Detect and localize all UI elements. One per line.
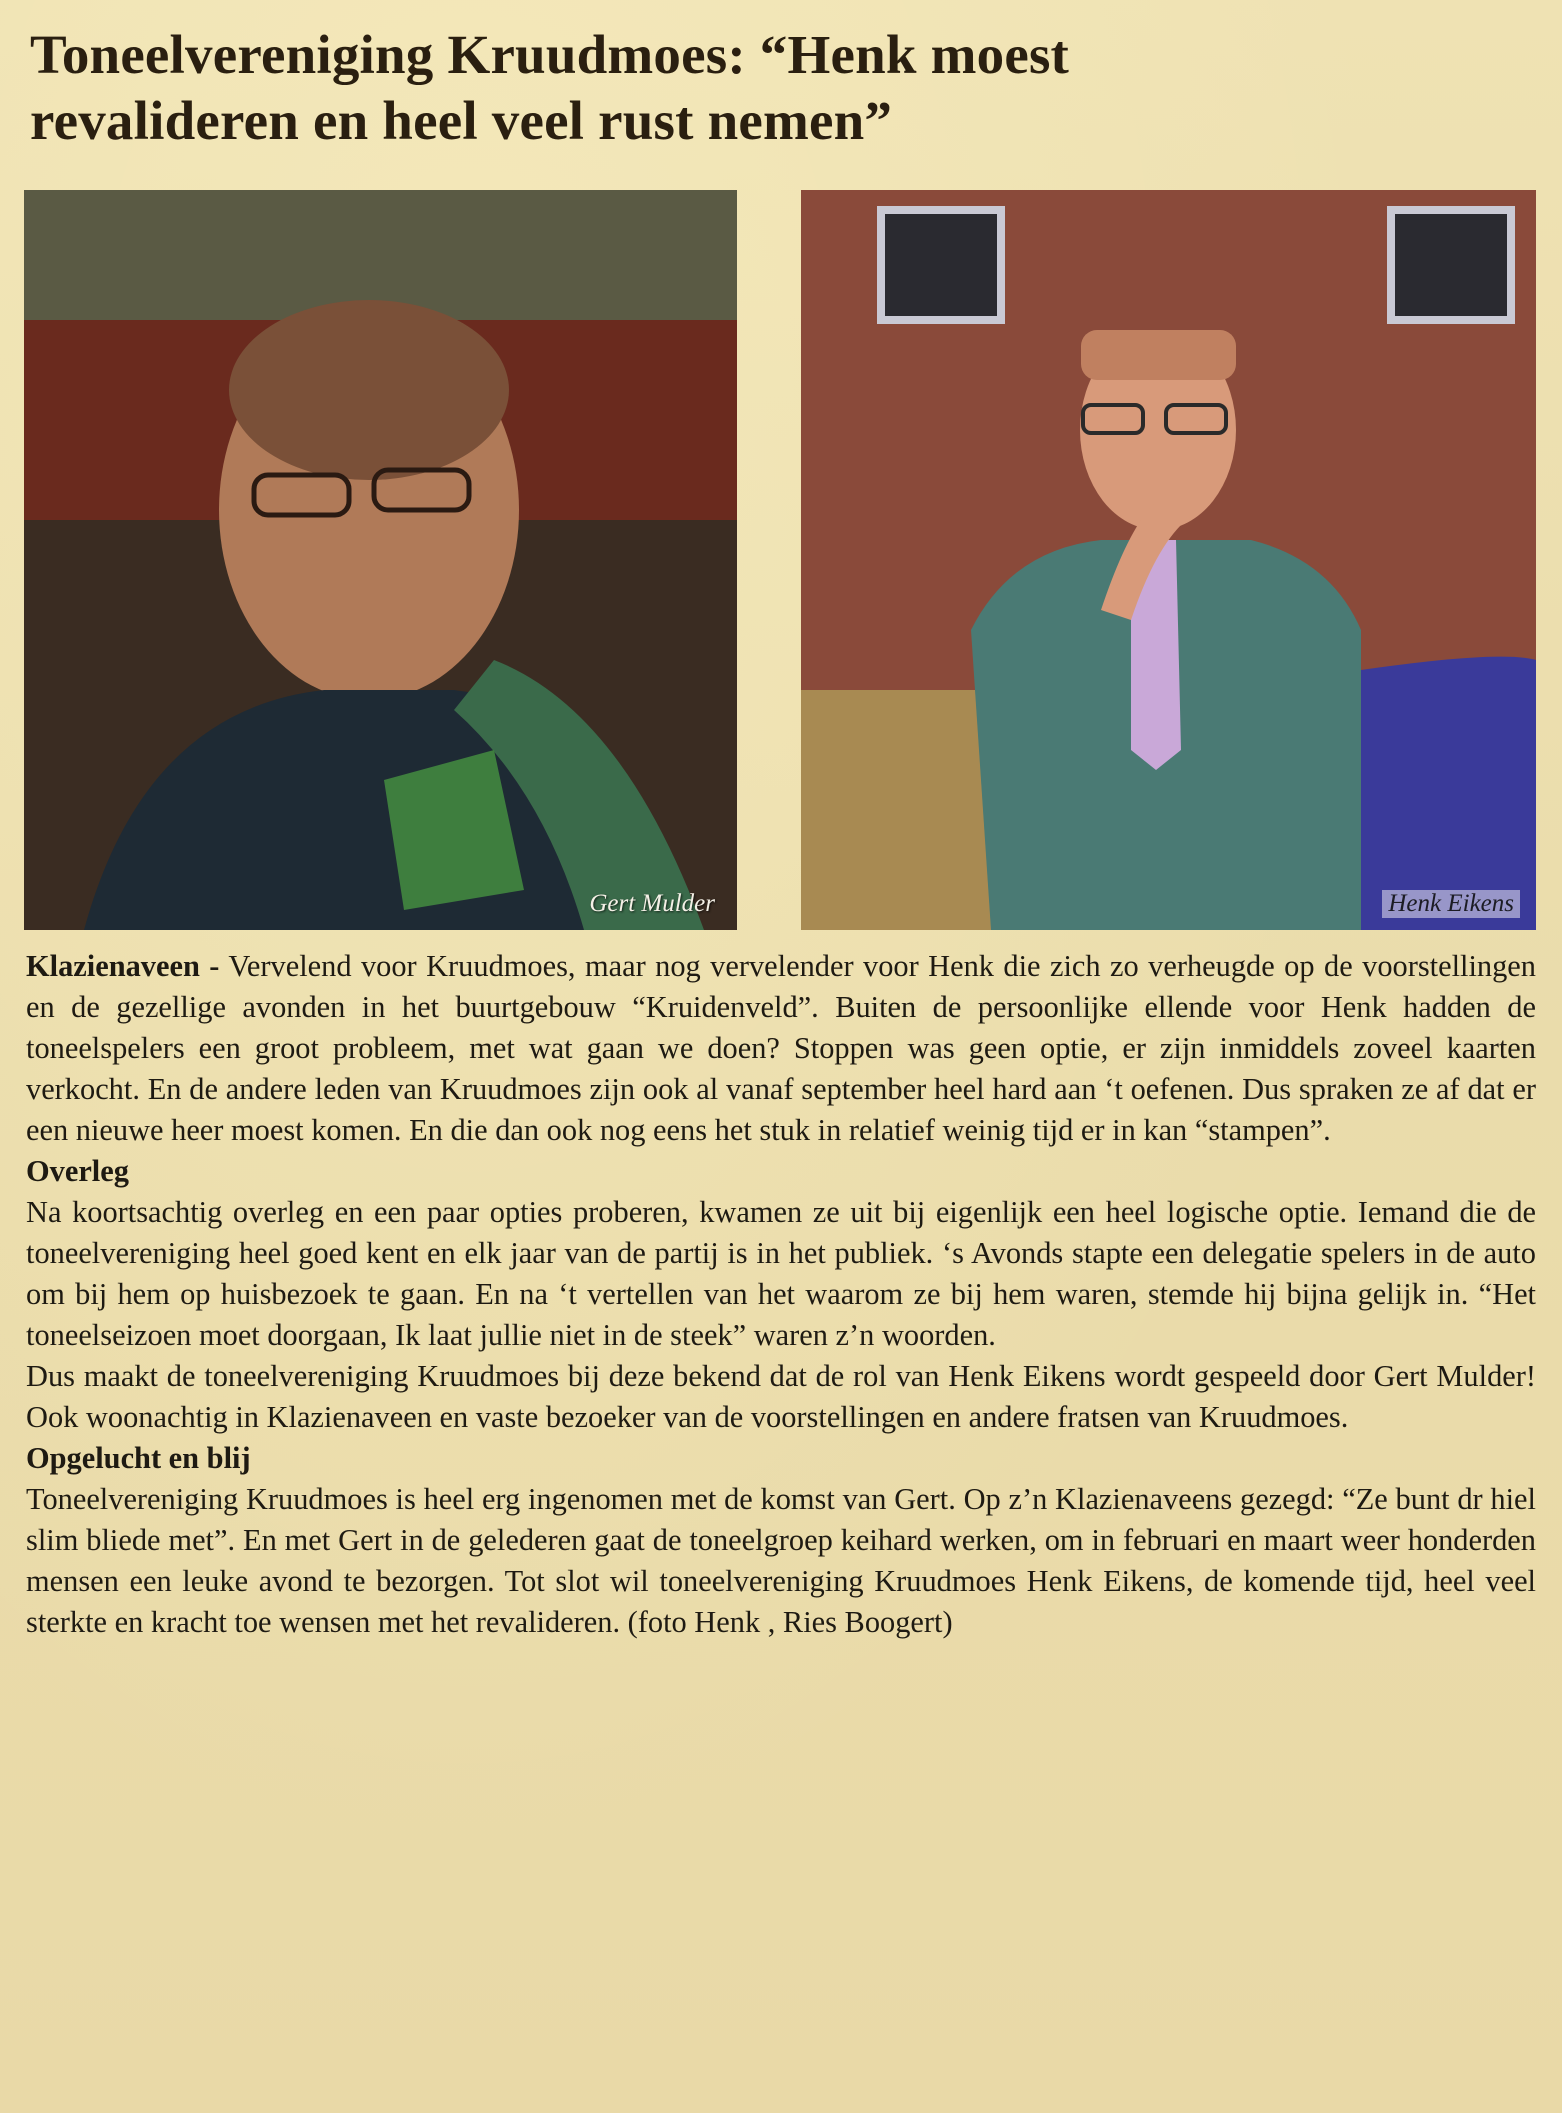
headline-line-2: revalideren en heel veel rust nemen”: [30, 90, 893, 151]
photo-caption-left: Gert Mulder: [589, 890, 715, 917]
paragraph-2: Na koortsachtig overleg en een paar opties proberen, kwamen ze uit bij eigenlijk een heel logische optie. Iemand die de toneelvereniging heel goed kent en elk jaar van de partij is in het publiek. ‘s Avonds stapte een delegatie spelers in de auto om bij hem op huisbezoek te gaan. En na ‘t vertellen van het waarom ze bij hem waren, stemde hij bijna gelijk in. “Het toneelseizoen moet doorgaan, Ik laat jullie niet in de steek” waren z’n woorden.: [26, 1195, 1536, 1352]
paragraph-4: Toneelvereniging Kruudmoes is heel erg ingenomen met de komst van Gert. Op z’n Klazienaveens gezegd: “Ze bunt dr hiel slim bliede met”. En met Gert in de gelederen gaat de toneelgroep keihard werken, om in februari en maart weer honderden mensen een leuke avond te bezorgen. Tot slot wil toneelvereniging Kruudmoes Henk Eikens, de komende tijd, heel veel sterkte en kracht toe wensen met het revalideren. (foto Henk , Ries Boogert): [26, 1482, 1536, 1639]
photo-caption-right: Henk Eikens: [1382, 890, 1520, 918]
paragraph-1-text: Vervelend voor Kruudmoes, maar nog vervelender voor Henk die zich zo verheugde op de voorstellingen en de gezellige avonden in het buurtgebouw “Kruidenveld”. Buiten de persoonlijke ellende voor Henk hadden de toneelspelers een groot probleem, met wat gaan we doen? Stoppen was geen optie, er zijn inmiddels zoveel kaarten verkocht. En de andere leden van Kruudmoes zijn ook al vanaf september heel hard aan ‘t oefenen. Dus spraken ze af dat er een nieuwe heer moest komen. En die dan ook nog eens het stuk in relatief weinig tijd er in kan “stampen”.: [26, 949, 1536, 1147]
paragraph-1: [26, 946, 1536, 1151]
headline-line-1: Toneelvereniging Kruudmoes: “Henk moest: [30, 24, 1070, 85]
portrait-illustration-right: [801, 190, 1536, 930]
article-body: [24, 946, 1536, 1643]
photo-gert-mulder: [24, 190, 737, 930]
portrait-illustration-left: [24, 190, 737, 930]
subhead-opgelucht: Opgelucht en blij: [26, 1441, 251, 1475]
dateline: Klazienaveen -: [26, 949, 220, 983]
subhead-overleg: Overleg: [26, 1154, 129, 1188]
paragraph-3: Dus maakt de toneelvereniging Kruudmoes bij deze bekend dat de rol van Henk Eikens wordt gespeeld door Gert Mulder! Ook woonachtig in Klazienaveen en vaste bezoeker van de voorstellingen en andere fratsen van Kruudmoes.: [26, 1359, 1536, 1434]
headline: [24, 10, 1536, 154]
photo-henk-eikens: [801, 190, 1536, 930]
photo-row: [24, 190, 1536, 930]
